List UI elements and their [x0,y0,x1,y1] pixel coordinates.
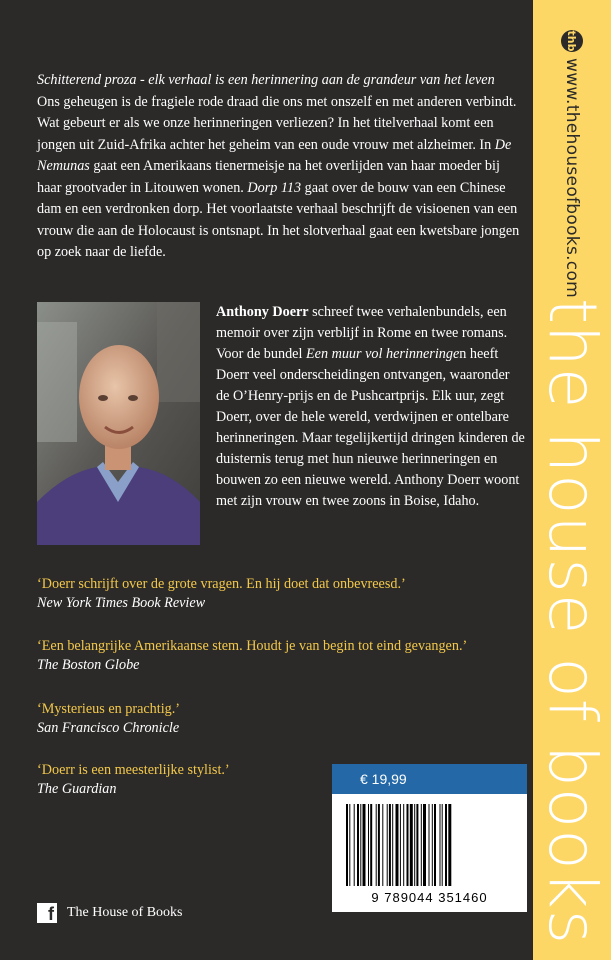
barcode-bar [357,804,359,886]
publisher-logo: thb [561,30,583,52]
story-title-nemunas: De Nemunas [37,136,512,174]
blurb-text-3: gaat over de bouw van een Chinese dam en een verdronken dorp. Het voorlaatste verhaal beschrijft de visioenen van een vrouw die aan de Holocaust is ontsnapt. In het slotverhaal gaat een kwetsbare jongen op zoek naar de liefde. [37,179,520,260]
barcode-bar [440,804,441,886]
story-title-dorp: Dorp 113 [247,179,302,196]
barcode-bar [354,804,355,886]
spine-text-group [534,30,611,946]
barcode-bar [423,804,426,886]
blurb-text-1: Ons geheugen is de fragiele rode draad die ons met onszelf en met anderen verbindt. Wat gebeurt er als we onze herinneringen verliezen? In het titelverhaal komt een jongen uit Zuid-Afrika achter het geheim van een oude vrouw met alzheimer. In [37,93,517,153]
barcode-bar [448,804,451,886]
review-quote [37,700,507,738]
barcode-bar [392,804,393,886]
author-bio [216,302,526,512]
barcode-bar [410,804,413,886]
barcode-bars [332,794,527,890]
quote-source: New York Times Book Review [37,595,206,611]
barcode-bar [396,804,399,886]
facebook-icon[interactable]: f [37,903,57,923]
social-footer [37,903,183,923]
quote-source: San Francisco Chronicle [37,720,180,736]
barcode-bar [360,804,361,886]
publisher-url[interactable]: www.thehouseofbooks.com [562,58,582,299]
barcode-bar [407,804,409,886]
barcode-bar [400,804,401,886]
barcode-bar [378,804,380,886]
barcode-bar [368,804,369,886]
barcode-bar [363,804,366,886]
quote-text: ‘Een belangrijke Amerikaanse stem. Houdt je van begin tot eind gevangen.’ [37,638,468,654]
isbn-number: 9 789044 351460 [371,890,488,905]
blurb [37,70,527,264]
barcode-bar [442,804,443,886]
barcode-bar [421,804,422,886]
quote-text: ‘Mysterieus en prachtig.’ [37,701,181,717]
barcode-bar [434,804,436,886]
barcode-bar [414,804,415,886]
facebook-label[interactable]: The House of Books [67,905,183,920]
barcode-bar [445,804,447,886]
book-title: Een muur vol herinneringe [305,346,460,362]
bio-text-2: n heeft Doerr veel onderscheidingen ontvangen, waaronder de O’Henry-prijs en de Pushcartprijs. Elk uur, zegt Doerr, over de hele wereld, verdwijnen er ontelbare herinneringen. Maar tegelijkertijd dringen kinderen de duisternis terug met hun nieuwe herinneringen en bouwen zo een nieuwe wereld. Anthony Doerr woont met zijn vrouw en twee zoons in Boise, Idaho. [216,346,525,509]
price-label: € 19,99 [332,764,527,794]
barcode-bar [432,804,433,886]
tagline: Schitterend proza - elk verhaal is een herinnering aan de grandeur van het leven [37,72,495,88]
quote-source: The Guardian [37,781,117,797]
spine-url-group [561,30,583,298]
barcode-bar [416,804,418,886]
barcode-bar [370,804,372,886]
barcode-bar [403,804,404,886]
barcode-bar [349,804,350,886]
author-photo [37,302,200,545]
author-name: Anthony Doerr [216,304,309,320]
blurb-text-2: gaat een Amerikaans tienermeisje na het overlijden van haar moeder bij haar grootvader in Litouwen wonen. [37,158,500,196]
review-quote [37,637,507,675]
bio-text-1: schreef twee verhalenbundels, een memoir over zijn verblijf in Rome en twee romans. Voor de bundel [216,304,508,362]
barcode-bar [382,804,383,886]
publisher-name: the house of books [534,298,611,946]
quote-text: ‘Doerr is een meesterlijke stylist.’ [37,762,230,778]
barcode [332,794,527,912]
quote-source: The Boston Globe [37,657,140,673]
barcode-bar [346,804,348,886]
barcode-bar [389,804,391,886]
review-quote [37,575,507,613]
barcode-bar [387,804,388,886]
barcode-bar [429,804,430,886]
quote-text: ‘Doerr schrijft over de grote vragen. En hij doet dat onbevreesd.’ [37,576,406,592]
barcode-bar [376,804,377,886]
